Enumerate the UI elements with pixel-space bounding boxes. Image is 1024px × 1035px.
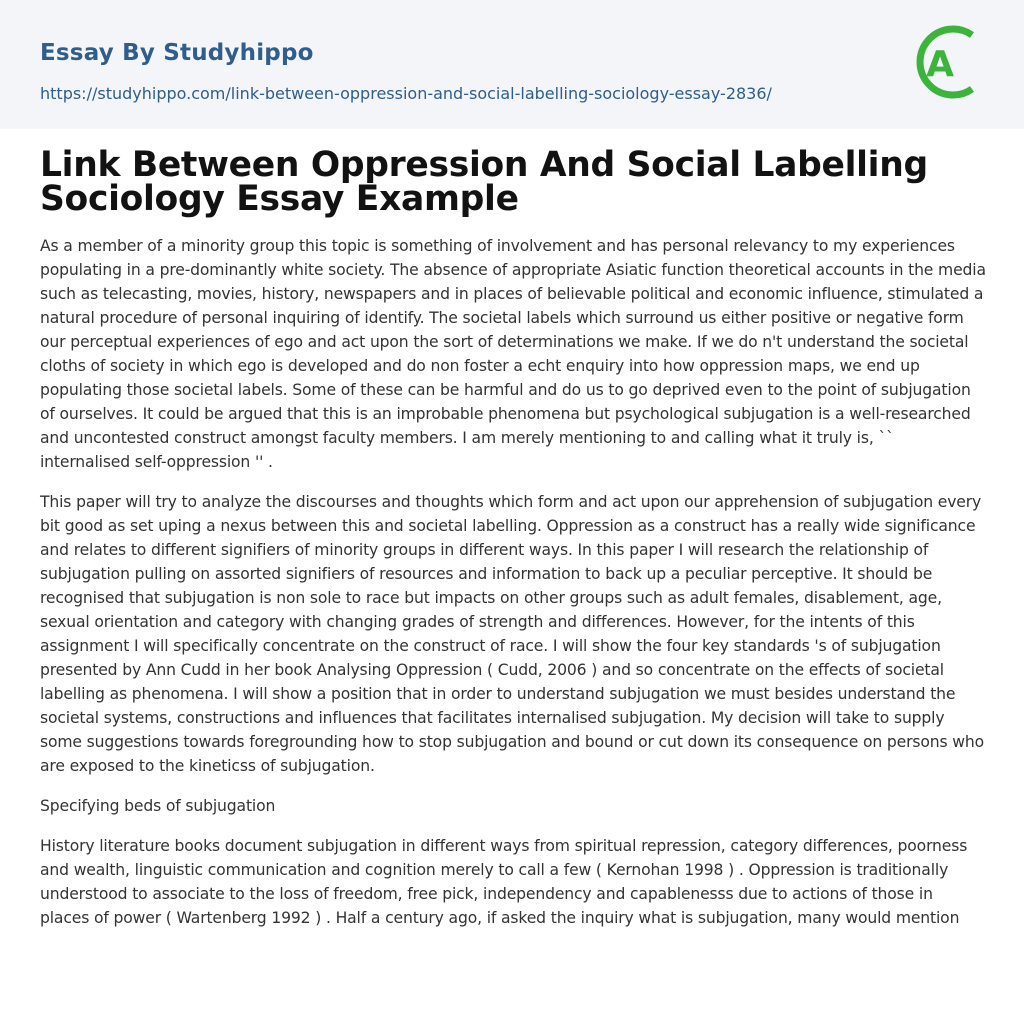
section-heading: Specifying beds of subjugation <box>40 797 276 815</box>
paragraph: History literature books document subjugation in different ways from spiritual repression, category differences, poorness and wealth, linguistic communication and cognition merely to call a few ( Kernohan 1998 ) . Oppression is traditionally understood to associate to the loss of freedom, free pick, independency and capablenesss due to actions of those in places of power ( Wartenberg 1992 ) . Half a century ago, if asked the inquiry what is subjugation, many would mention <box>40 837 968 927</box>
site-header <box>0 0 1024 129</box>
paragraph: This paper will try to analyze the discourses and thoughts which form and act upon our apprehension of subjugation every bit good as set uping a nexus between this and societal labelling. Oppression as a construct has a really wide significance and relates to different signifiers of minority groups in different ways. In this paper I will research the relationship of subjugation pulling on assorted signifiers of resources and information to back up a peculiar perceptive. It should be recognised that subjugation is non sole to race but impacts on other groups such as adult females, disablement, age, sexual orientation and category with changing grades of strength and differences. However, for the intents of this assignment I will specifically concentrate on the construct of race. I will show the four key standards 's of subjugation presented by Ann Cudd in her book Analysing Oppression ( Cudd, 2006 ) and so concentrate on the effects of societal labelling as phenomena. I will show a position that in order to understand subjugation we must besides understand the societal systems, constructions and influences that facilitates internalised subjugation. My decision will take to supply some suggestions towards foregrounding how to stop subjugation and bound or cut down its consequence on persons who are exposed to the kineticss of subjugation. <box>40 493 984 775</box>
logo-letter: A <box>926 44 954 85</box>
studyhippo-logo-icon[interactable] <box>910 19 986 105</box>
paragraph: As a member of a minority group this topic is something of involvement and has personal relevancy to my experiences populating in a pre-dominantly white society. The absence of appropriate Asiatic function theoretical accounts in the media such as telecasting, movies, history, newspapers and in places of believable political and economic influence, stimulated a natural procedure of personal inquiring of identify. The societal labels which surround us either positive or negative form our perceptual experiences of ego and act upon the sort of determinations we make. If we do n't understand the societal cloths of society in which ego is developed and do non foster a echt enquiry into how oppression maps, we end up populating those societal labels. Some of these can be harmful and do us to go deprived even to the point of subjugation of ourselves. It could be argued that this is an improbable phenomena but psychological subjugation is a well-researched and uncontested construct amongst faculty members. I am merely mentioning to and calling what it truly is, `` internalised self-oppression '' . <box>40 237 986 471</box>
site-brand-title[interactable]: Essay By Studyhippo <box>40 40 314 66</box>
source-url-link[interactable]: https://studyhippo.com/link-between-oppression-and-social-labelling-sociology-essay-2836/ <box>40 84 772 103</box>
article-body <box>40 145 986 946</box>
article-title: Link Between Oppression And Social Labelling Sociology Essay Example <box>40 145 928 219</box>
